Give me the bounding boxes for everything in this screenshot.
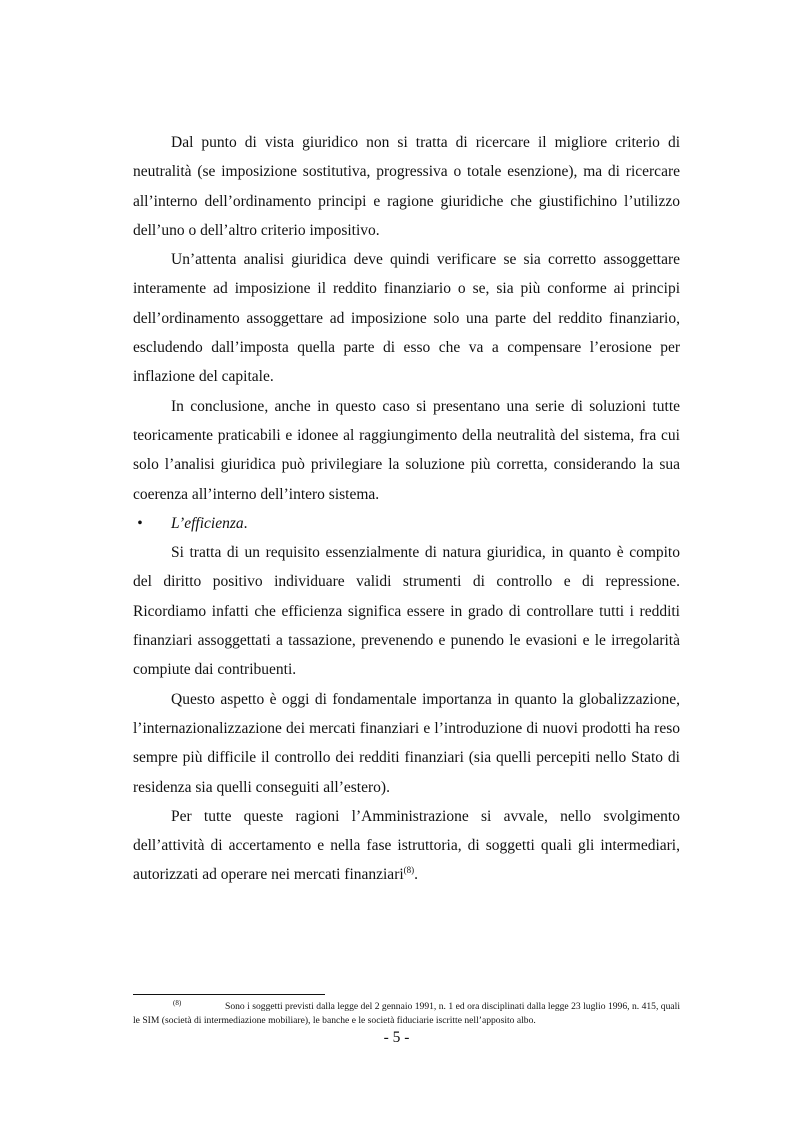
paragraph: In conclusione, anche in questo caso si presentano una serie di soluzioni tutte teoricamente praticabili e idonee al raggiungimento della neutralità del sistema, fra cui solo l’analisi giuridica può privilegiare la soluzione più corretta, considerando la sua coerenza all’interno dell’intero sistema. bbox=[133, 397, 680, 503]
paragraph-with-footnote-ref bbox=[133, 802, 680, 890]
page-number: - 5 - bbox=[383, 1029, 410, 1046]
footnote-separator bbox=[133, 994, 325, 995]
paragraph-text: Per tutte queste ragioni l’Amministrazione si avvale, nello svolgimento dell’attività di accertamento e nella fase istruttoria, di soggetti quali gli intermediari, autorizzati ad operare nei mercati finanziari bbox=[133, 807, 680, 884]
bullet-heading-italic: L’efficienza bbox=[171, 514, 244, 532]
main-text bbox=[133, 128, 680, 890]
bullet-heading bbox=[171, 509, 247, 538]
paragraph: Si tratta di un requisito essenzialmente di natura giuridica, in quanto è compito del diritto positivo individuare validi strumenti di controllo e di repressione. Ricordiamo infatti che efficienza significa essere in grado di controllare tutti i redditi finanziari assoggettati a tassazione, prevenendo e punendo le evasioni e le irregolarità compiute dai contribuenti. bbox=[133, 544, 680, 679]
bullet-icon: • bbox=[137, 514, 143, 532]
paragraph: Dal punto di vista giuridico non si tratta di ricercare il migliore criterio di neutralità (se imposizione sostitutiva, progressiva o totale esenzione), ma di ricercare all’interno dell’ordinamento principi e ragione giuridiche che giustifichino l’utilizzo dell’uno o dell’altro criterio impositivo. bbox=[133, 134, 680, 239]
footnote-number bbox=[133, 1000, 225, 1014]
paragraph: Questo aspetto è oggi di fondamentale importanza in quanto la globalizzazione, l’internazionalizzazione dei mercati finanziari e l’introduzione di nuovi prodotti ha reso sempre più difficile il controllo dei redditi finanziari (sia quelli percepiti nello Stato di residenza sia quelli conseguiti all’estero). bbox=[133, 690, 680, 796]
footnote-number-label: (8) bbox=[173, 999, 182, 1007]
paragraph-end: . bbox=[414, 866, 419, 884]
bullet-heading-suffix: . bbox=[243, 514, 248, 532]
footnote-reference[interactable]: (8) bbox=[403, 865, 415, 876]
bullet-item-efficienza bbox=[133, 509, 680, 538]
footnote bbox=[133, 1000, 680, 1028]
footnote-text: Sono i soggetti previsti dalla legge del 2 gennaio 1991, n. 1 ed ora disciplinati dalla legge 23 luglio 1996, n. 415, quali le SIM (società di intermediazione mobiliare), le banche e le società fiduciarie iscritte nell’apposito albo. bbox=[133, 1001, 680, 1026]
paragraph: Un’attenta analisi giuridica deve quindi verificare se sia corretto assoggettare interamente ad imposizione il reddito finanziario o se, sia più conforme ai principi dell’ordinamento assoggettare ad imposizione solo una parte del reddito finanziario, escludendo dall’imposta quella parte di esso che va a compensare l’erosione per inflazione del capitale. bbox=[133, 251, 680, 386]
